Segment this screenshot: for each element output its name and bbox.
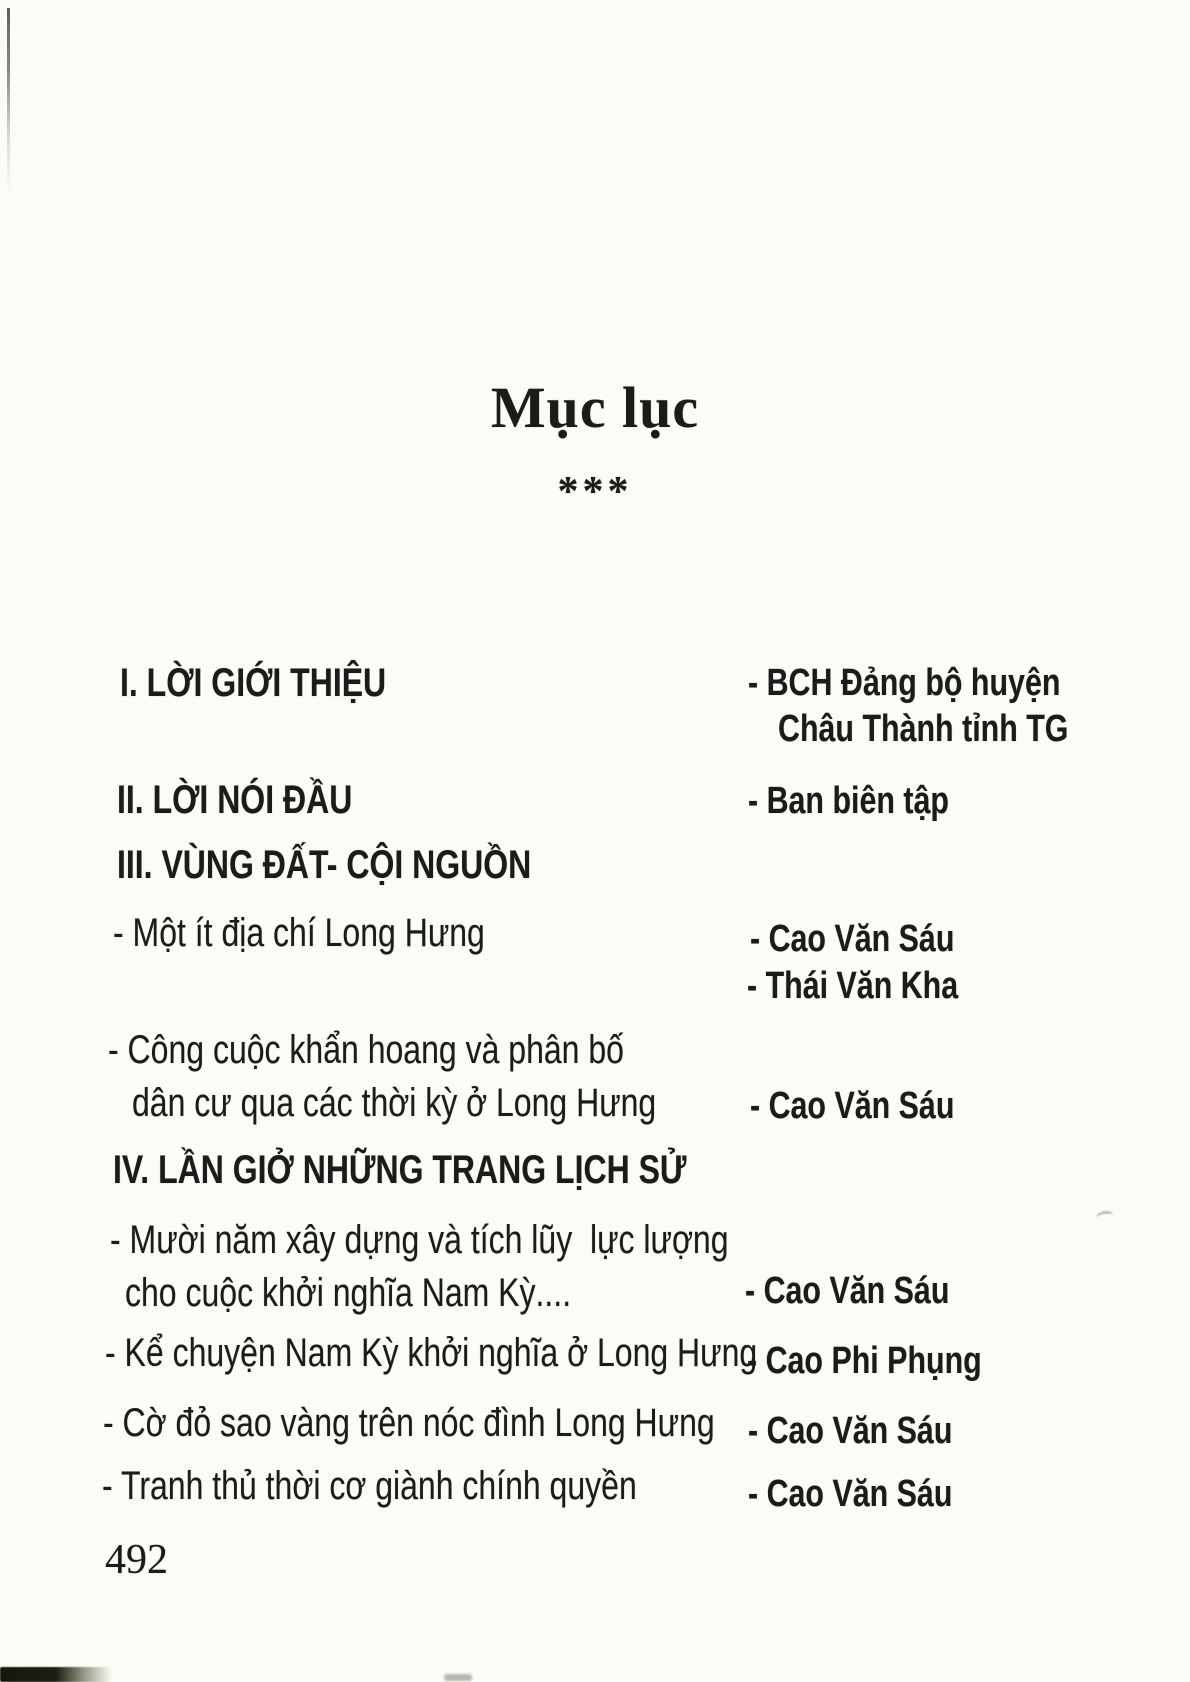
author-line: Châu Thành tỉnh TG	[778, 708, 1069, 750]
toc-entry-title: - Công cuộc khẩn hoang và phân bố	[108, 1028, 624, 1072]
section-heading-1: I. LỜI GIỚI THIỆU	[120, 661, 387, 705]
author-line: - Cao Văn Sáu	[750, 918, 955, 960]
scan-artifact-bottom-smudge	[444, 1674, 472, 1681]
toc-entry-title: - Mười năm xây dựng và tích lũy lực lượng	[110, 1218, 729, 1262]
toc-entry-title-continued: dân cư qua các thời kỳ ở Long Hưng	[132, 1081, 657, 1125]
toc-entry-title-continued: cho cuộc khởi nghĩa Nam Kỳ....	[125, 1271, 572, 1315]
toc-entry-title: - Một ít địa chí Long Hưng	[113, 911, 485, 955]
author-line: - Cao Phi Phụng	[747, 1340, 982, 1382]
scan-artifact-bottom-left-bar	[0, 1667, 112, 1682]
page-number: 492	[105, 1537, 168, 1583]
section-heading-3: III. VÙNG ĐẤT- CỘI NGUỒN	[117, 843, 532, 887]
author-line: - Thái Văn Kha	[747, 965, 959, 1007]
author-line: - Cao Văn Sáu	[750, 1085, 955, 1127]
section-heading-2: II. LỜI NÓI ĐẦU	[117, 778, 353, 822]
author-line: - Cao Văn Sáu	[745, 1270, 950, 1312]
author-line: - Ban biên tập	[748, 780, 949, 822]
toc-entry-title: - Kể chuyện Nam Kỳ khởi nghĩa ở Long Hưng	[105, 1331, 758, 1375]
toc-entry-title: - Cờ đỏ sao vàng trên nóc đình Long Hưng	[103, 1401, 715, 1445]
section-heading-4: IV. LẦN GIỞ NHỮNG TRANG LỊCH SỬ	[113, 1148, 687, 1192]
scan-artifact-tilde-mark	[1096, 1210, 1114, 1222]
scan-artifact-left-edge-line	[7, 8, 10, 193]
author-line: - Cao Văn Sáu	[748, 1410, 953, 1452]
ornament-asterisks: ***	[557, 469, 633, 515]
author-line: - Cao Văn Sáu	[748, 1473, 953, 1515]
page-title: Mục lục	[490, 375, 700, 440]
toc-entry-title: - Tranh thủ thời cơ giành chính quyền	[102, 1464, 637, 1508]
author-line: - BCH Đảng bộ huyện	[748, 662, 1061, 704]
